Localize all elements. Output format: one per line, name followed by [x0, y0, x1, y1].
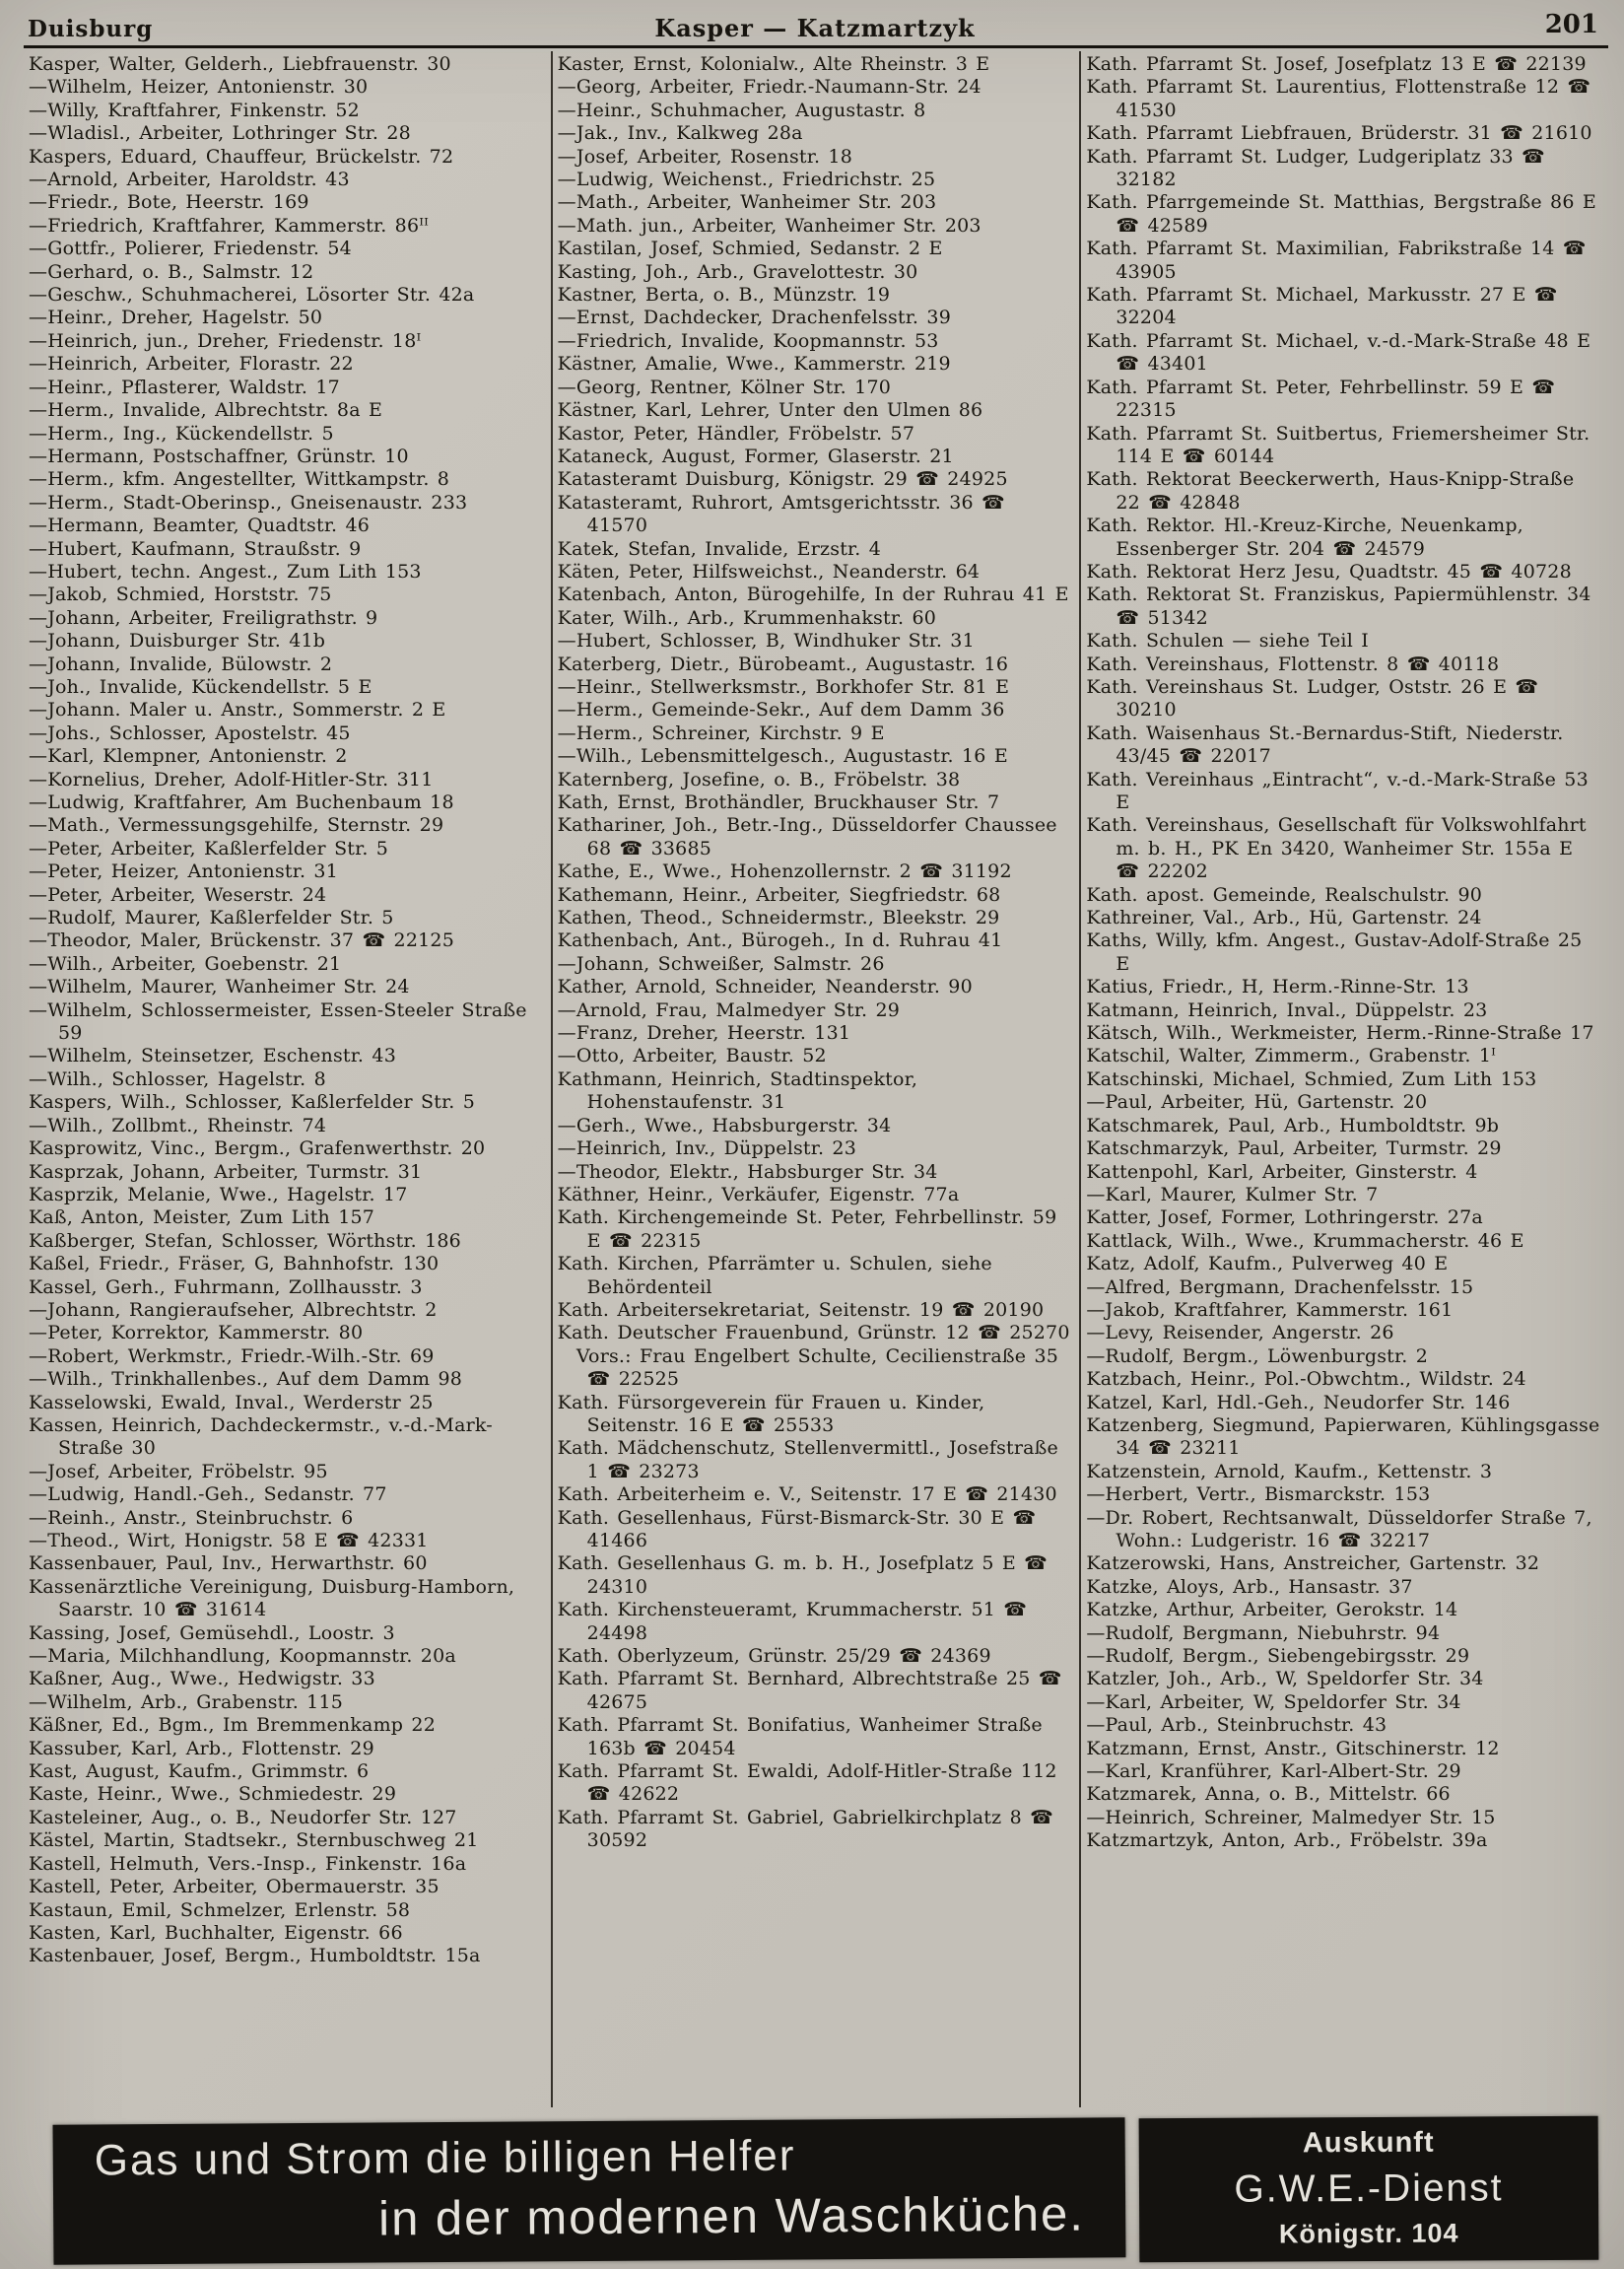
directory-entry: —Math. jun., Arbeiter, Wanheimer Str. 203	[557, 214, 981, 237]
directory-entry: —Wilh., Zollbmt., Rheinstr. 74	[29, 1114, 327, 1136]
directory-entry: Katter, Josef, Former, Lothringerstr. 27a	[1086, 1206, 1483, 1229]
directory-entry: Kath. Pfarramt St. Suitbertus, Friemersheimer Str. 114 E ☎ 60144	[1086, 422, 1590, 467]
directory-entry: Kastilan, Josef, Schmied, Sedanstr. 2 E	[557, 238, 943, 260]
directory-entry: Käthner, Heinr., Verkäufer, Eigenstr. 77a	[557, 1183, 960, 1205]
directory-entry: —Heinrich, jun., Dreher, Friedenstr. 18ᴵ	[29, 329, 422, 352]
directory-entry: Katenbach, Anton, Bürogehilfe, In der Ruhrau 41 E	[557, 584, 1069, 606]
directory-entry: Katzke, Aloys, Arb., Hansastr. 37	[1086, 1575, 1413, 1598]
directory-entry: —Arnold, Arbeiter, Haroldstr. 43	[29, 169, 350, 191]
directory-entry: —Theodor, Elektr., Habsburger Str. 34	[557, 1160, 938, 1183]
directory-entry: —Peter, Arbeiter, Weserstr. 24	[29, 883, 327, 906]
directory-entry: —Peter, Heizer, Antonienstr. 31	[29, 860, 339, 883]
directory-entry: Katzke, Arthur, Arbeiter, Gerokstr. 14	[1086, 1599, 1458, 1621]
directory-entry: —Johann. Maler u. Anstr., Sommerstr. 2 E	[29, 699, 446, 722]
directory-entry: —Levy, Reisender, Angerstr. 26	[1086, 1322, 1394, 1344]
directory-entry: Kath. Kirchensteueramt, Krummacherstr. 51 ☎ 24498	[557, 1599, 1028, 1644]
directory-entry: —Heinrich, Inv., Düppelstr. 23	[557, 1137, 857, 1160]
directory-entry: —Josef, Arbeiter, Fröbelstr. 95	[29, 1460, 328, 1482]
directory-entry: Kätsch, Wilh., Werkmeister, Herm.-Rinne-Straße 17	[1086, 1022, 1594, 1045]
directory-entry: —Willy, Kraftfahrer, Finkenstr. 52	[29, 99, 360, 121]
directory-entry: —Geschw., Schuhmacherei, Lösorter Str. 42a	[29, 284, 475, 307]
directory-entry: —Wilhelm, Arb., Grabenstr. 115	[29, 1690, 344, 1713]
directory-entry: Kathe, E., Wwe., Hohenzollernstr. 2 ☎ 31192	[557, 860, 1012, 883]
directory-entry: —Dr. Robert, Rechtsanwalt, Düsseldorfer Straße 7, Wohn.: Ludgeristr. 16 ☎ 32217	[1086, 1506, 1592, 1551]
directory-entry: —Arnold, Frau, Malmedyer Str. 29	[557, 998, 901, 1021]
directory-column-3	[1079, 51, 1608, 2107]
directory-entry: Kasprzik, Melanie, Wwe., Hagelstr. 17	[29, 1183, 408, 1205]
directory-entry: Katzenstein, Arnold, Kaufm., Kettenstr. 3	[1086, 1460, 1493, 1482]
directory-entry: —Herm., Schreiner, Kirchstr. 9 E	[557, 722, 885, 744]
directory-entry: Kath. Mädchenschutz, Stellenvermittl., Josefstraße 1 ☎ 23273	[557, 1437, 1059, 1482]
directory-entry: —Ludwig, Weichenst., Friedrichstr. 25	[557, 169, 936, 191]
directory-entry: —Theodor, Maler, Brückenstr. 37 ☎ 22125	[29, 929, 454, 952]
directory-entry: Kastor, Peter, Händler, Fröbelstr. 57	[557, 422, 915, 445]
directory-entry: Kath. Pfarramt St. Ewaldi, Adolf-Hitler-Straße 112 ☎ 42622	[557, 1760, 1057, 1806]
directory-entry: Kaspers, Eduard, Chauffeur, Brückelstr. 72	[29, 145, 454, 168]
directory-entry: —Wilh., Trinkhallenbes., Auf dem Damm 98	[29, 1368, 463, 1391]
directory-entry: Katz, Adolf, Kaufm., Pulverweg 40 E	[1086, 1253, 1449, 1275]
directory-entry: —Herbert, Vertr., Bismarckstr. 153	[1086, 1483, 1431, 1506]
directory-entry: Kath. Deutscher Frauenbund, Grünstr. 12 ☎ 25270	[557, 1322, 1070, 1344]
directory-entry: Kassuber, Karl, Arb., Flottenstr. 29	[29, 1737, 374, 1759]
directory-entry: Käßner, Ed., Bgm., Im Bremmenkamp 22	[29, 1714, 436, 1737]
header-name-range: Kasper — Katzmartzyk	[654, 14, 976, 42]
directory-entry: Kath. Pfarramt St. Ludger, Ludgeriplatz 33 ☎ 32182	[1086, 145, 1545, 191]
directory-entry: —Georg, Rentner, Kölner Str. 170	[557, 376, 892, 398]
directory-entry: —Alfred, Bergmann, Drachenfelsstr. 15	[1086, 1275, 1474, 1298]
ad-banner-gas-strom	[53, 2117, 1126, 2265]
directory-entry: Kath. Pfarramt St. Michael, Markusstr. 27 E ☎ 32204	[1086, 284, 1558, 329]
ad-slogan-line-1: Gas und Strom die billigen Helfer	[94, 2131, 796, 2185]
directory-entry: Kath. Vereinhaus „Eintracht“, v.-d.-Mark-Straße 53 E	[1086, 768, 1589, 813]
directory-entry: —Johann, Duisburger Str. 41b	[29, 630, 326, 653]
directory-entry: Kasselowski, Ewald, Inval., Werderstr 25	[29, 1391, 434, 1413]
directory-entry: Kath. Pfarramt St. Michael, v.-d.-Mark-Straße 48 E ☎ 43401	[1086, 329, 1591, 376]
directory-entry: Kastaun, Emil, Schmelzer, Erlenstr. 58	[29, 1898, 411, 1921]
directory-entry: Katzmann, Ernst, Anstr., Gitschinerstr. 12	[1086, 1737, 1500, 1759]
directory-entry: —Hubert, Schlosser, B, Windhuker Str. 31	[557, 630, 975, 653]
directory-entry: Katius, Friedr., H, Herm.-Rinne-Str. 13	[1086, 976, 1469, 998]
directory-entry: Kastenbauer, Josef, Bergm., Humboldtstr. 15a	[29, 1945, 481, 1967]
directory-entry: Katzler, Joh., Arb., W, Speldorfer Str. 34	[1086, 1668, 1484, 1690]
directory-entry: Kath. Fürsorgeverein für Frauen u. Kinder, Seitenstr. 16 E ☎ 25533	[557, 1391, 985, 1436]
directory-entry: —Joh., Invalide, Kückendellstr. 5 E	[29, 675, 372, 698]
directory-entry: —Heinrich, Schreiner, Malmedyer Str. 15	[1086, 1806, 1496, 1828]
directory-entry: Katschil, Walter, Zimmerm., Grabenstr. 1ᴵ	[1086, 1045, 1497, 1067]
directory-entry: Kaste, Heinr., Wwe., Schmiedestr. 29	[29, 1783, 397, 1806]
directory-entry: —Robert, Werkmstr., Friedr.-Wilh.-Str. 69	[29, 1344, 435, 1367]
directory-entry: —Peter, Korrektor, Kammerstr. 80	[29, 1322, 364, 1344]
directory-entry: Kath. apost. Gemeinde, Realschulstr. 90	[1086, 883, 1483, 906]
directory-entry: Kassenärztliche Vereinigung, Duisburg-Hamborn, Saarstr. 10 ☎ 31614	[29, 1575, 515, 1621]
header-page-number: 201	[1544, 10, 1598, 39]
directory-entry: —Math., Vermessungsgehilfe, Sternstr. 29	[29, 814, 444, 837]
directory-entry: —Johann, Rangieraufseher, Albrechtstr. 2	[29, 1298, 438, 1321]
directory-entry: Katek, Stefan, Invalide, Erzstr. 4	[557, 537, 881, 560]
directory-entry: Katzbach, Heinr., Pol.-Obwchtm., Wildstr. 24	[1086, 1368, 1526, 1391]
directory-entry: Kästner, Karl, Lehrer, Unter den Ulmen 86	[557, 399, 983, 422]
directory-entry: —Maria, Milchhandlung, Koopmannstr. 20a	[29, 1645, 456, 1668]
directory-entry: Kath. Schulen — siehe Teil I	[1086, 630, 1369, 653]
directory-entry: Kasting, Joh., Arb., Gravelottestr. 30	[557, 260, 918, 283]
directory-entry: —Hubert, Kaufmann, Straußstr. 9	[29, 537, 362, 560]
directory-entry: —Wladisl., Arbeiter, Lothringer Str. 28	[29, 122, 411, 145]
directory-entry: Kath. Pfarramt St. Laurentius, Flottenstraße 12 ☎ 41530	[1086, 76, 1591, 121]
directory-entry: Kater, Wilh., Arb., Krummenhakstr. 60	[557, 606, 937, 629]
directory-entry: Kather, Arnold, Schneider, Neanderstr. 90	[557, 976, 973, 998]
ad-slogan-line-2: in der modernen Waschküche.	[378, 2187, 1086, 2246]
directory-entry: —Josef, Arbeiter, Rosenstr. 18	[557, 145, 853, 168]
directory-entry: —Wilhelm, Schlossermeister, Essen-Steeler Straße 59	[29, 998, 527, 1045]
directory-entry: Kassen, Heinrich, Dachdeckermstr., v.-d.-Mark-Straße 30	[29, 1413, 493, 1460]
directory-entry: Kath. Pfarramt Liebfrauen, Brüderstr. 31 ☎ 21610	[1086, 122, 1592, 145]
directory-entry: —Theod., Wirt, Honigstr. 58 E ☎ 42331	[29, 1530, 429, 1551]
directory-entry: Kasper, Walter, Gelderh., Liebfrauenstr. 30	[29, 53, 451, 75]
directory-entry: Kath. Rektorat Herz Jesu, Quadtstr. 45 ☎ 40728	[1086, 560, 1572, 583]
directory-entry: Kathreiner, Val., Arb., Hü, Gartenstr. 24	[1086, 907, 1482, 929]
directory-entry: —Math., Arbeiter, Wanheimer Str. 203	[557, 191, 937, 214]
directory-entry: Vors.: Frau Engelbert Schulte, Cecilienstraße 35 ☎ 22525	[557, 1344, 1059, 1391]
directory-entry: —Herm., Invalide, Albrechtstr. 8a E	[29, 399, 383, 422]
directory-entry: Kaspers, Wilh., Schlosser, Kaßlerfelder Str. 5	[29, 1091, 476, 1114]
directory-entry: Kath. Vereinshaus St. Ludger, Oststr. 26 E ☎ 30210	[1086, 675, 1539, 722]
directory-entry: —Gerhard, o. B., Salmstr. 12	[29, 260, 314, 283]
directory-entry: —Heinr., Stellwerksmstr., Borkhofer Str. 81 E	[557, 675, 1010, 698]
directory-column-2	[551, 51, 1080, 2107]
directory-entry: Katzenberg, Siegmund, Papierwaren, Kühlingsgasse 34 ☎ 23211	[1086, 1413, 1600, 1460]
directory-entry: —Jak., Inv., Kalkweg 28a	[557, 122, 803, 145]
directory-entry: Kaßberger, Stefan, Schlosser, Wörthstr. 186	[29, 1229, 461, 1252]
directory-entry: Kath. Pfarramt St. Bonifatius, Wanheimer Straße 163b ☎ 20454	[557, 1714, 1043, 1759]
directory-entry: Kattenpohl, Karl, Arbeiter, Ginsterstr. 4	[1086, 1160, 1478, 1183]
directory-entry: —Herm., kfm. Angestellter, Wittkampstr. 8	[29, 468, 450, 491]
directory-entry: —Rudolf, Bergmann, Niebuhrstr. 94	[1086, 1621, 1441, 1644]
directory-entry: —Johs., Schlosser, Apostelstr. 45	[29, 722, 351, 744]
directory-entry: Kath. Oberlyzeum, Grünstr. 25/29 ☎ 24369	[557, 1645, 991, 1668]
directory-entry: Kastner, Berta, o. B., Münzstr. 19	[557, 284, 891, 307]
directory-entry: —Jakob, Kraftfahrer, Kammerstr. 161	[1086, 1298, 1454, 1321]
directory-entry: —Rudolf, Maurer, Kaßlerfelder Str. 5	[29, 907, 394, 929]
directory-entry: —Karl, Maurer, Kulmer Str. 7	[1086, 1183, 1379, 1205]
directory-entry: —Heinr., Pflasterer, Waldstr. 17	[29, 376, 340, 398]
directory-entry: —Karl, Klempner, Antonienstr. 2	[29, 745, 348, 768]
directory-entry: —Johann, Schweißer, Salmstr. 26	[557, 952, 885, 975]
directory-body	[24, 51, 1608, 2107]
directory-entry: —Rudolf, Bergm., Siebengebirgsstr. 29	[1086, 1645, 1470, 1668]
directory-entry: —Franz, Dreher, Heerstr. 131	[557, 1022, 851, 1045]
directory-entry: Katschmarek, Paul, Arb., Humboldtstr. 9b	[1086, 1114, 1500, 1136]
directory-entry: Kataneck, August, Former, Glaserstr. 21	[557, 445, 954, 467]
directory-entry: Kästel, Martin, Stadtsekr., Sternbuschweg 21	[29, 1829, 479, 1852]
directory-entry: Käten, Peter, Hilfsweichst., Neanderstr. 64	[557, 560, 981, 583]
directory-entry: Kath. Pfarramt St. Josef, Josefplatz 13 E ☎ 22139	[1086, 53, 1587, 75]
directory-entry: Kasprzak, Johann, Arbeiter, Turmstr. 31	[29, 1160, 423, 1183]
directory-entry: —Friedrich, Invalide, Koopmannstr. 53	[557, 329, 939, 352]
directory-entry: Kasten, Karl, Buchhalter, Eigenstr. 66	[29, 1921, 403, 1944]
directory-entry: Katasteramt, Ruhrort, Amtsgerichtsstr. 36 ☎ 41570	[557, 491, 1005, 537]
directory-entry: —Ernst, Dachdecker, Drachenfelsstr. 39	[557, 307, 951, 329]
directory-entry: Katzmartzyk, Anton, Arb., Fröbelstr. 39a	[1086, 1829, 1488, 1852]
directory-entry: —Hubert, techn. Angest., Zum Lith 153	[29, 560, 422, 583]
directory-entry: Kath. Vereinshaus, Gesellschaft für Volkswohlfahrt m. b. H., PK En 3420, Wanheimer Str. 155a E ☎ 22202	[1086, 814, 1587, 883]
directory-entry: Kaster, Ernst, Kolonialw., Alte Rheinstr. 3 E	[557, 53, 990, 75]
directory-entry: —Kornelius, Dreher, Adolf-Hitler-Str. 311	[29, 768, 434, 791]
directory-entry: Kath. Arbeitersekretariat, Seitenstr. 19 ☎ 20190	[557, 1298, 1045, 1321]
directory-column-1	[24, 51, 551, 2107]
ad-info-box	[1139, 2116, 1599, 2262]
directory-entry: Kath. Rektorat Beeckerwerth, Haus-Knipp-Straße 22 ☎ 42848	[1086, 468, 1575, 514]
directory-entry: —Hermann, Postschaffner, Grünstr. 10	[29, 445, 409, 467]
directory-entry: —Wilh., Lebensmittelgesch., Augustastr. 16 E	[557, 745, 1008, 768]
directory-entry: —Wilhelm, Steinsetzer, Eschenstr. 43	[29, 1045, 396, 1067]
directory-entry: Kathmann, Heinrich, Stadtinspektor, Hohenstaufenstr. 31	[557, 1067, 918, 1114]
directory-entry: —Paul, Arb., Steinbruchstr. 43	[1086, 1714, 1387, 1737]
directory-entry: Kassing, Josef, Gemüsehdl., Loostr. 3	[29, 1621, 395, 1644]
ad-info-title: Auskunft	[1302, 2126, 1435, 2160]
directory-entry: Kath. Pfarramt St. Gabriel, Gabrielkirchplatz 8 ☎ 30592	[557, 1806, 1053, 1852]
directory-entry: Kathenbach, Ant., Bürogeh., In d. Ruhrau 41	[557, 929, 1003, 952]
directory-entry: —Johann, Arbeiter, Freiligrathstr. 9	[29, 606, 378, 629]
header-city: Duisburg	[28, 16, 154, 42]
ad-info-address: Königstr. 104	[1278, 2218, 1459, 2249]
directory-entry: Katmann, Heinrich, Inval., Düppelstr. 23	[1086, 998, 1488, 1021]
directory-entry: —Hermann, Beamter, Quadtstr. 46	[29, 515, 371, 537]
directory-entry: —Karl, Arbeiter, W, Speldorfer Str. 34	[1086, 1690, 1461, 1713]
directory-entry: Kattlack, Wilh., Wwe., Krummacherstr. 46 E	[1086, 1229, 1524, 1252]
directory-entry: Kath. Pfarrgemeinde St. Matthias, Bergstraße 86 E ☎ 42589	[1086, 191, 1596, 237]
directory-entry: Kath. Rektor. Hl.-Kreuz-Kirche, Neuenkamp, Essenberger Str. 204 ☎ 24579	[1086, 515, 1523, 560]
directory-entry: Katzmarek, Anna, o. B., Mittelstr. 66	[1086, 1783, 1451, 1806]
ad-info-service: G.W.E.-Dienst	[1234, 2166, 1504, 2211]
header-divider-rule	[24, 45, 1608, 48]
directory-entry: Kathariner, Joh., Betr.-Ing., Düsseldorfer Chaussee 68 ☎ 33685	[557, 814, 1057, 859]
directory-entry: Kath. Pfarramt St. Maximilian, Fabrikstraße 14 ☎ 43905	[1086, 238, 1587, 283]
directory-entry: Kasteleiner, Aug., o. B., Neudorfer Str. 127	[29, 1806, 457, 1828]
directory-entry: Kaßner, Aug., Wwe., Hedwigstr. 33	[29, 1668, 375, 1690]
directory-entry: —Ludwig, Handl.-Geh., Sedanstr. 77	[29, 1483, 387, 1506]
directory-entry: Kathen, Theod., Schneidermstr., Bleekstr. 29	[557, 907, 1000, 929]
directory-entry: Katschmarzyk, Paul, Arbeiter, Turmstr. 29	[1086, 1137, 1502, 1160]
directory-entry: Kath. Rektorat St. Franziskus, Papiermühlenstr. 34 ☎ 51342	[1086, 584, 1591, 629]
directory-entry: Katernberg, Josefine, o. B., Fröbelstr. 38	[557, 768, 961, 791]
directory-entry: Kath. Vereinshaus, Flottenstr. 8 ☎ 40118	[1086, 653, 1500, 675]
directory-entry: Kastell, Helmuth, Vers.-Insp., Finkenstr. 16a	[29, 1852, 467, 1875]
directory-entry: —Rudolf, Bergm., Löwenburgstr. 2	[1086, 1344, 1428, 1367]
directory-entry: —Georg, Arbeiter, Friedr.-Naumann-Str. 24	[557, 76, 981, 99]
directory-entry: Katerberg, Dietr., Bürobeamt., Augustastr. 16	[557, 653, 1009, 675]
directory-entry: Kaßel, Friedr., Fräser, G, Bahnhofstr. 130	[29, 1253, 440, 1275]
directory-entry: —Otto, Arbeiter, Baustr. 52	[557, 1045, 827, 1067]
directory-entry: —Wilh., Arbeiter, Goebenstr. 21	[29, 952, 342, 975]
directory-entry: Kath. Arbeiterheim e. V., Seitenstr. 17 E ☎ 21430	[557, 1483, 1057, 1506]
directory-entry: —Jakob, Schmied, Horststr. 75	[29, 584, 332, 606]
directory-entry: Katzerowski, Hans, Anstreicher, Gartenstr. 32	[1086, 1552, 1540, 1575]
directory-entry: —Wilh., Schlosser, Hagelstr. 8	[29, 1067, 326, 1090]
directory-entry: Kath. Gesellenhaus G. m. b. H., Josefplatz 5 E ☎ 24310	[557, 1552, 1049, 1598]
directory-entry: —Paul, Arbeiter, Hü, Gartenstr. 20	[1086, 1091, 1428, 1114]
directory-entry: Katzel, Karl, Hdl.-Geh., Neudorfer Str. 146	[1086, 1391, 1511, 1413]
directory-entry: Kaß, Anton, Meister, Zum Lith 157	[29, 1206, 375, 1229]
directory-entry: Kastell, Peter, Arbeiter, Obermauerstr. 35	[29, 1876, 440, 1898]
directory-entry: Kästner, Amalie, Wwe., Kammerstr. 219	[557, 353, 951, 376]
directory-entry: Kassenbauer, Paul, Inv., Herwarthstr. 60	[29, 1552, 428, 1575]
directory-entry: —Herm., Gemeinde-Sekr., Auf dem Damm 36	[557, 699, 1005, 722]
directory-entry: —Gerh., Wwe., Habsburgerstr. 34	[557, 1114, 892, 1136]
directory-entry: —Herm., Stadt-Oberinsp., Gneisenaustr. 233	[29, 491, 468, 514]
directory-entry: —Wilhelm, Maurer, Wanheimer Str. 24	[29, 976, 410, 998]
directory-entry: Kast, August, Kaufm., Grimmstr. 6	[29, 1760, 370, 1783]
directory-entry: —Wilhelm, Heizer, Antonienstr. 30	[29, 76, 369, 99]
directory-entry: Kassel, Gerh., Fuhrmann, Zollhausstr. 3	[29, 1275, 423, 1298]
directory-entry: Kath. Kirchengemeinde St. Peter, Fehrbellinstr. 59 E ☎ 22315	[557, 1206, 1057, 1252]
directory-entry: Kathemann, Heinr., Arbeiter, Siegfriedstr. 68	[557, 883, 1001, 906]
directory-entry: Katasteramt Duisburg, Königstr. 29 ☎ 24925	[557, 468, 1008, 491]
directory-entry: —Friedrich, Kraftfahrer, Kammerstr. 86ᴵᴵ	[29, 214, 430, 237]
directory-entry: —Karl, Kranführer, Karl-Albert-Str. 29	[1086, 1760, 1461, 1783]
directory-entry: Kasprowitz, Vinc., Bergm., Grafenwerthstr. 20	[29, 1137, 486, 1160]
directory-entry: —Reinh., Anstr., Steinbruchstr. 6	[29, 1506, 354, 1529]
directory-entry: —Gottfr., Polierer, Friedenstr. 54	[29, 238, 352, 260]
directory-entry: Katschinski, Michael, Schmied, Zum Lith 153	[1086, 1067, 1537, 1090]
directory-entry: —Peter, Arbeiter, Kaßlerfelder Str. 5	[29, 837, 389, 859]
directory-entry: Kath. Pfarramt St. Peter, Fehrbellinstr. 59 E ☎ 22315	[1086, 376, 1556, 422]
page-header	[26, 10, 1604, 43]
directory-entry: —Friedr., Bote, Heerstr. 169	[29, 191, 309, 214]
directory-entry: Kath. Waisenhaus St.-Bernardus-Stift, Niederstr. 43/45 ☎ 22017	[1086, 722, 1564, 768]
directory-entry: —Herm., Ing., Kückendellstr. 5	[29, 422, 334, 445]
directory-entry: —Heinr., Dreher, Hagelstr. 50	[29, 307, 323, 329]
directory-entry: Kath, Ernst, Brothändler, Bruckhauser Str. 7	[557, 791, 1000, 813]
directory-entry: Kath. Gesellenhaus, Fürst-Bismarck-Str. 30 E ☎ 41466	[557, 1506, 1037, 1551]
directory-entry: —Heinr., Schuhmacher, Augustastr. 8	[557, 99, 926, 121]
directory-entry: Kath. Kirchen, Pfarrämter u. Schulen, siehe Behördenteil	[557, 1253, 992, 1298]
directory-entry: —Heinrich, Arbeiter, Florastr. 22	[29, 353, 354, 376]
directory-entry: —Johann, Invalide, Bülowstr. 2	[29, 653, 333, 675]
directory-entry: Kath. Pfarramt St. Bernhard, Albrechtstraße 25 ☎ 42675	[557, 1668, 1062, 1713]
directory-entry: —Ludwig, Kraftfahrer, Am Buchenbaum 18	[29, 791, 454, 813]
directory-entry: Kaths, Willy, kfm. Angest., Gustav-Adolf-Straße 25 E	[1086, 929, 1583, 975]
